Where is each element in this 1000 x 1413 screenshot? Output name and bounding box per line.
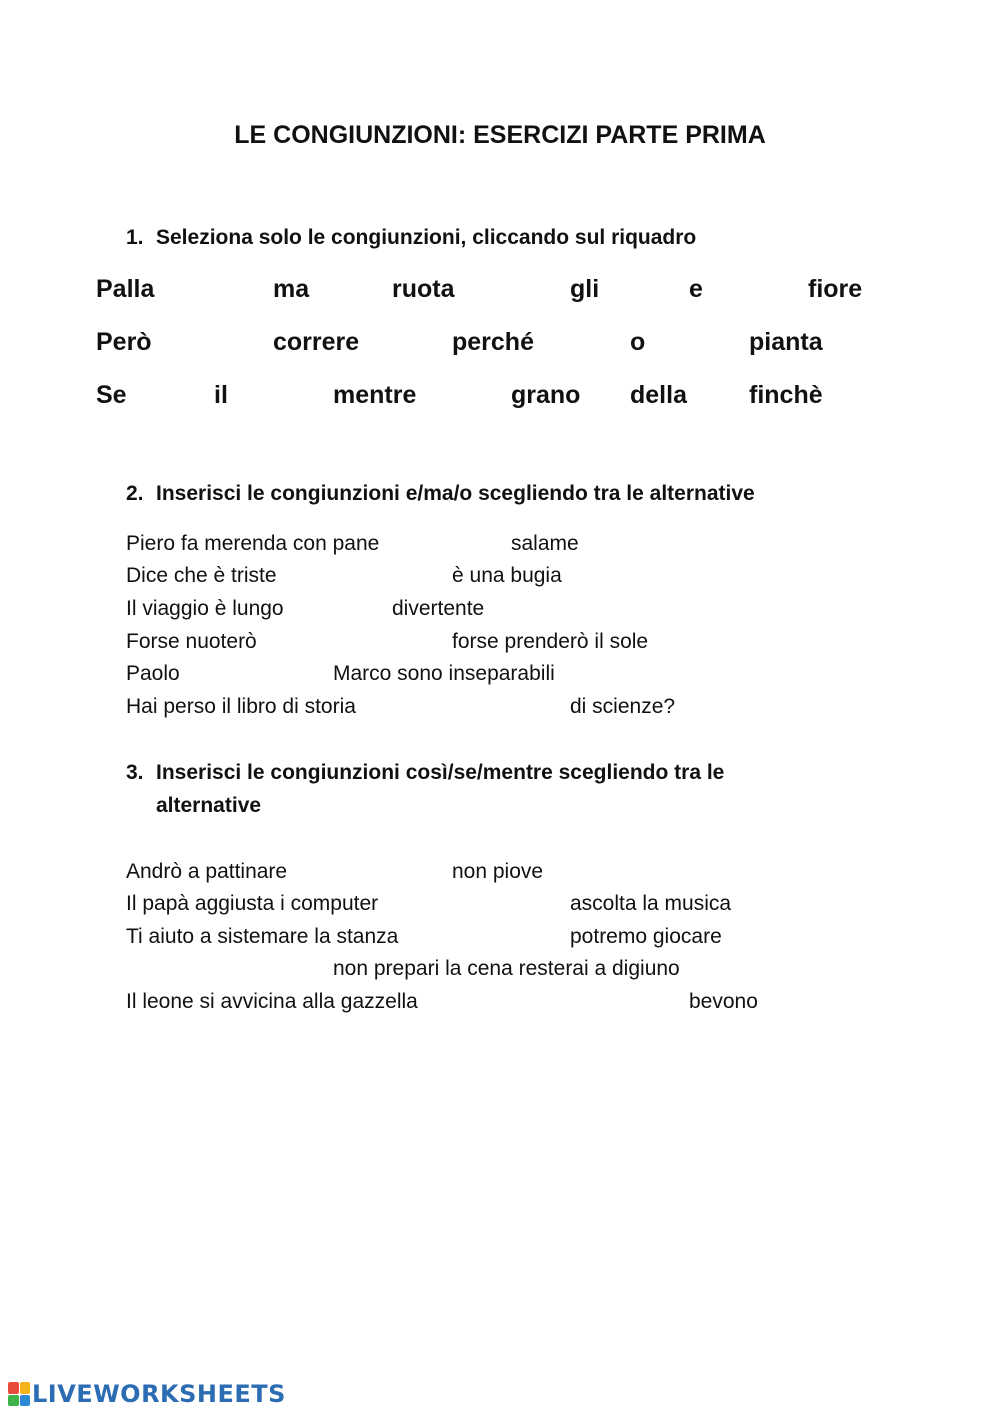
logo-square [8, 1382, 19, 1394]
sentence-end: potremo giocare [570, 925, 722, 948]
sentence-start: Hai perso il libro di storia [126, 695, 356, 718]
word-option[interactable]: o [630, 328, 646, 356]
exercise-2-instruction: Inserisci le congiunzioni e/ma/o scegliendo tra le alternative [156, 482, 755, 505]
sentence-end: bevono [689, 990, 758, 1013]
page-title: LE CONGIUNZIONI: ESERCIZI PARTE PRIMA [234, 121, 766, 149]
sentence-end: forse prenderò il sole [452, 630, 649, 653]
sentence-end: divertente [392, 597, 485, 620]
sentence-end: non piove [452, 860, 544, 883]
exercise-3-instruction-line1: Inserisci le congiunzioni così/se/mentre scegliendo tra le [156, 761, 725, 784]
sentence-end: di scienze? [570, 695, 676, 718]
exercise-3-number: 3. [126, 761, 144, 784]
sentence-start: Paolo [126, 662, 180, 685]
word-option[interactable]: Se [96, 381, 127, 409]
exercise-1-instruction: Seleziona solo le congiunzioni, cliccando sul riquadro [156, 226, 697, 249]
logo-text: LIVEWORKSHEETS [32, 1380, 286, 1408]
sentence-start: Ti aiuto a sistemare la stanza [126, 925, 399, 948]
word-option[interactable]: e [689, 275, 703, 303]
word-option[interactable]: il [214, 381, 228, 409]
word-option[interactable]: correre [273, 328, 360, 356]
exercise-3-instruction-line2: alternative [156, 794, 262, 817]
word-option[interactable]: ma [273, 275, 310, 303]
logo-square [20, 1382, 31, 1394]
exercise-1-number: 1. [126, 226, 144, 249]
word-option[interactable]: perché [452, 328, 534, 356]
word-option[interactable]: grano [511, 381, 581, 409]
sentence-end: Marco sono inseparabili [333, 662, 555, 685]
word-option[interactable]: ruota [392, 275, 455, 303]
word-option[interactable]: gli [570, 275, 600, 303]
word-option[interactable]: finchè [749, 381, 823, 409]
sentence-end: ascolta la musica [570, 892, 732, 915]
sentence-start: Piero fa merenda con pane [126, 532, 380, 555]
sentence-end: salame [511, 532, 579, 555]
word-option[interactable]: mentre [333, 381, 417, 409]
sentence-end: è una bugia [452, 564, 562, 587]
sentence-start: Il papà aggiusta i computer [126, 892, 379, 915]
word-option[interactable]: Però [96, 328, 152, 356]
word-option[interactable]: fiore [808, 275, 863, 303]
word-option[interactable]: della [630, 381, 687, 409]
exercise-2-number: 2. [126, 482, 144, 505]
word-option[interactable]: pianta [749, 328, 823, 356]
sentence-end: non prepari la cena resterai a digiuno [333, 957, 680, 980]
liveworksheets-logo [8, 1380, 286, 1408]
word-option[interactable]: Palla [96, 275, 155, 303]
logo-square [20, 1395, 31, 1407]
logo-mark-icon [8, 1382, 30, 1406]
sentence-start: Forse nuoterò [126, 630, 257, 653]
sentence-start: Il viaggio è lungo [126, 597, 284, 620]
sentence-start: Il leone si avvicina alla gazzella [126, 990, 418, 1013]
logo-square [8, 1395, 19, 1407]
sentence-start: Andrò a pattinare [126, 860, 288, 883]
sentence-start: Dice che è triste [126, 564, 277, 587]
